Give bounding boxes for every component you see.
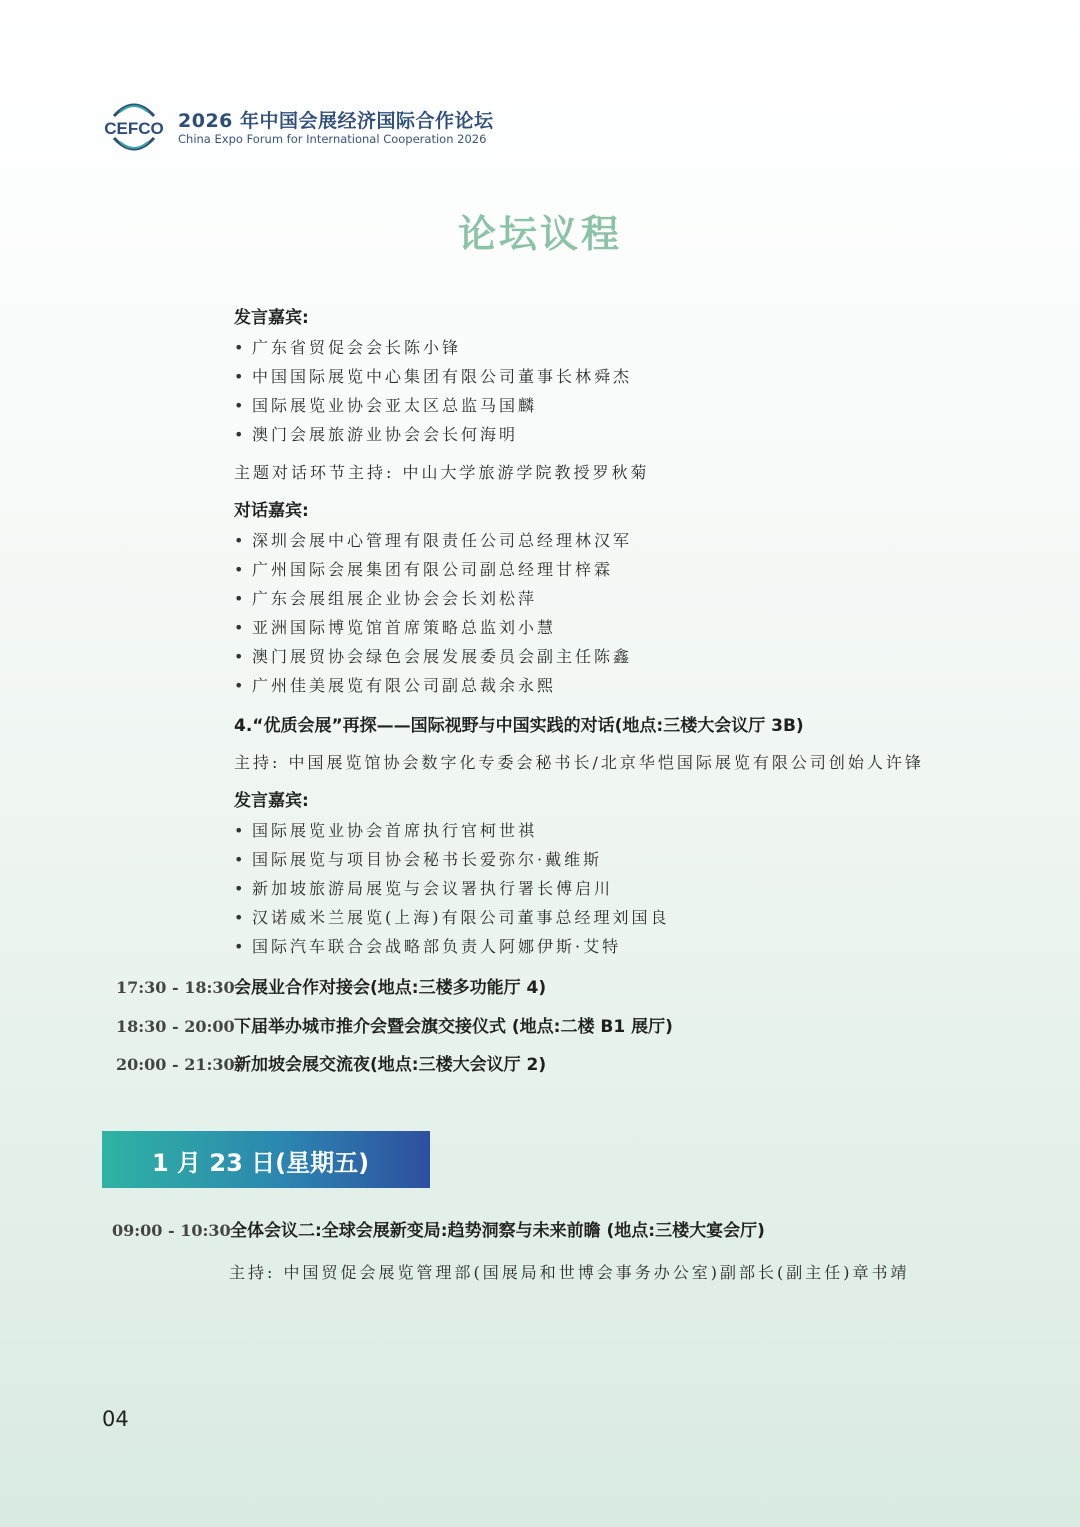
list-item: • 深圳会展中心管理有限责任公司总经理林汉军 xyxy=(234,526,1014,555)
schedule-row xyxy=(116,1050,546,1080)
list-item: • 国际汽车联合会战略部负责人阿娜伊斯·艾特 xyxy=(234,932,1014,961)
session4-host-text: 主持: 中国展览馆协会数字化专委会秘书长/北京华恺国际展览有限公司创始人许锋 xyxy=(234,753,924,772)
date-banner xyxy=(102,1131,430,1188)
plenary-title: 全体会议二:全球会展新变局:趋势洞察与未来前瞻 (地点:三楼大宴会厅) xyxy=(230,1221,765,1241)
plenary-host-text: 主持: 中国贸促会展览管理部(国展局和世博会事务办公室)副部长(副主任)章书靖 xyxy=(229,1263,910,1282)
list-item: • 汉诺威米兰展览(上海)有限公司董事总经理刘国良 xyxy=(234,903,1014,932)
speakers-label: 发言嘉宾: xyxy=(234,308,309,328)
dialogue-label: 对话嘉宾: xyxy=(234,501,309,521)
speakers-list xyxy=(234,333,1014,449)
page-number: 04 xyxy=(102,1407,129,1431)
forum-title: 2026 年中国会展经济国际合作论坛 xyxy=(178,110,494,132)
list-item: • 中国国际展览中心集团有限公司董事长林舜杰 xyxy=(234,362,1014,391)
list-item: • 广东省贸促会会长陈小锋 xyxy=(234,333,1014,362)
list-item: • 广州佳美展览有限公司副总裁余永熙 xyxy=(234,671,1014,700)
dialogue-host xyxy=(234,458,1014,487)
list-item: • 澳门展贸协会绿色会展发展委员会副主任陈鑫 xyxy=(234,642,1014,671)
list-item: • 亚洲国际博览馆首席策略总监刘小慧 xyxy=(234,613,1014,642)
session4-title-text: 4.“优质会展”再探——国际视野与中国实践的对话(地点:三楼大会议厅 3B) xyxy=(234,716,804,736)
dialogue-list xyxy=(234,526,1014,700)
session3-speakers xyxy=(234,304,1014,449)
schedule-row xyxy=(116,973,546,1003)
schedule-event: 下届举办城市推介会暨会旗交接仪式 (地点:二楼 B1 展厅) xyxy=(234,1017,673,1037)
schedule-event: 新加坡会展交流夜(地点:三楼大会议厅 2) xyxy=(234,1055,547,1075)
dialogue-guests xyxy=(234,497,1014,700)
dialogue-host-text: 主题对话环节主持: 中山大学旅游学院教授罗秋菊 xyxy=(234,463,650,482)
schedule-time: 18:30 - 20:00 xyxy=(116,1017,235,1036)
date-banner-text: 1 月 23 日(星期五) xyxy=(152,1149,370,1177)
list-item: • 广州国际会展集团有限公司副总经理甘梓霖 xyxy=(234,555,1014,584)
speakers-label: 发言嘉宾: xyxy=(234,791,309,811)
page-title: 论坛议程 xyxy=(457,212,622,256)
list-item: • 国际展览业协会首席执行官柯世祺 xyxy=(234,816,1014,845)
schedule-time: 09:00 - 10:30 xyxy=(112,1221,231,1240)
list-item: • 广东会展组展企业协会会长刘松萍 xyxy=(234,584,1014,613)
list-item: • 新加坡旅游局展览与会议署执行署长傅启川 xyxy=(234,874,1014,903)
list-item: • 澳门会展旅游业协会会长何海明 xyxy=(234,420,1014,449)
session4-title xyxy=(234,711,1014,736)
schedule-row xyxy=(112,1216,765,1246)
schedule-event: 会展业合作对接会(地点:三楼多功能厅 4) xyxy=(234,978,547,998)
schedule-time: 20:00 - 21:30 xyxy=(116,1055,235,1074)
session4-host xyxy=(234,748,1014,777)
schedule-time: 17:30 - 18:30 xyxy=(116,978,235,997)
session4-speakers xyxy=(234,787,1014,961)
speakers-list xyxy=(234,816,1014,961)
forum-subtitle: China Expo Forum for International Cooperation 2026 xyxy=(178,132,487,146)
cefco-logo xyxy=(100,96,168,158)
svg-text:CEFCO: CEFCO xyxy=(104,119,164,138)
schedule-row xyxy=(116,1012,673,1042)
list-item: • 国际展览与项目协会秘书长爱弥尔·戴维斯 xyxy=(234,845,1014,874)
list-item: • 国际展览业协会亚太区总监马国麟 xyxy=(234,391,1014,420)
plenary-host xyxy=(229,1258,1009,1287)
